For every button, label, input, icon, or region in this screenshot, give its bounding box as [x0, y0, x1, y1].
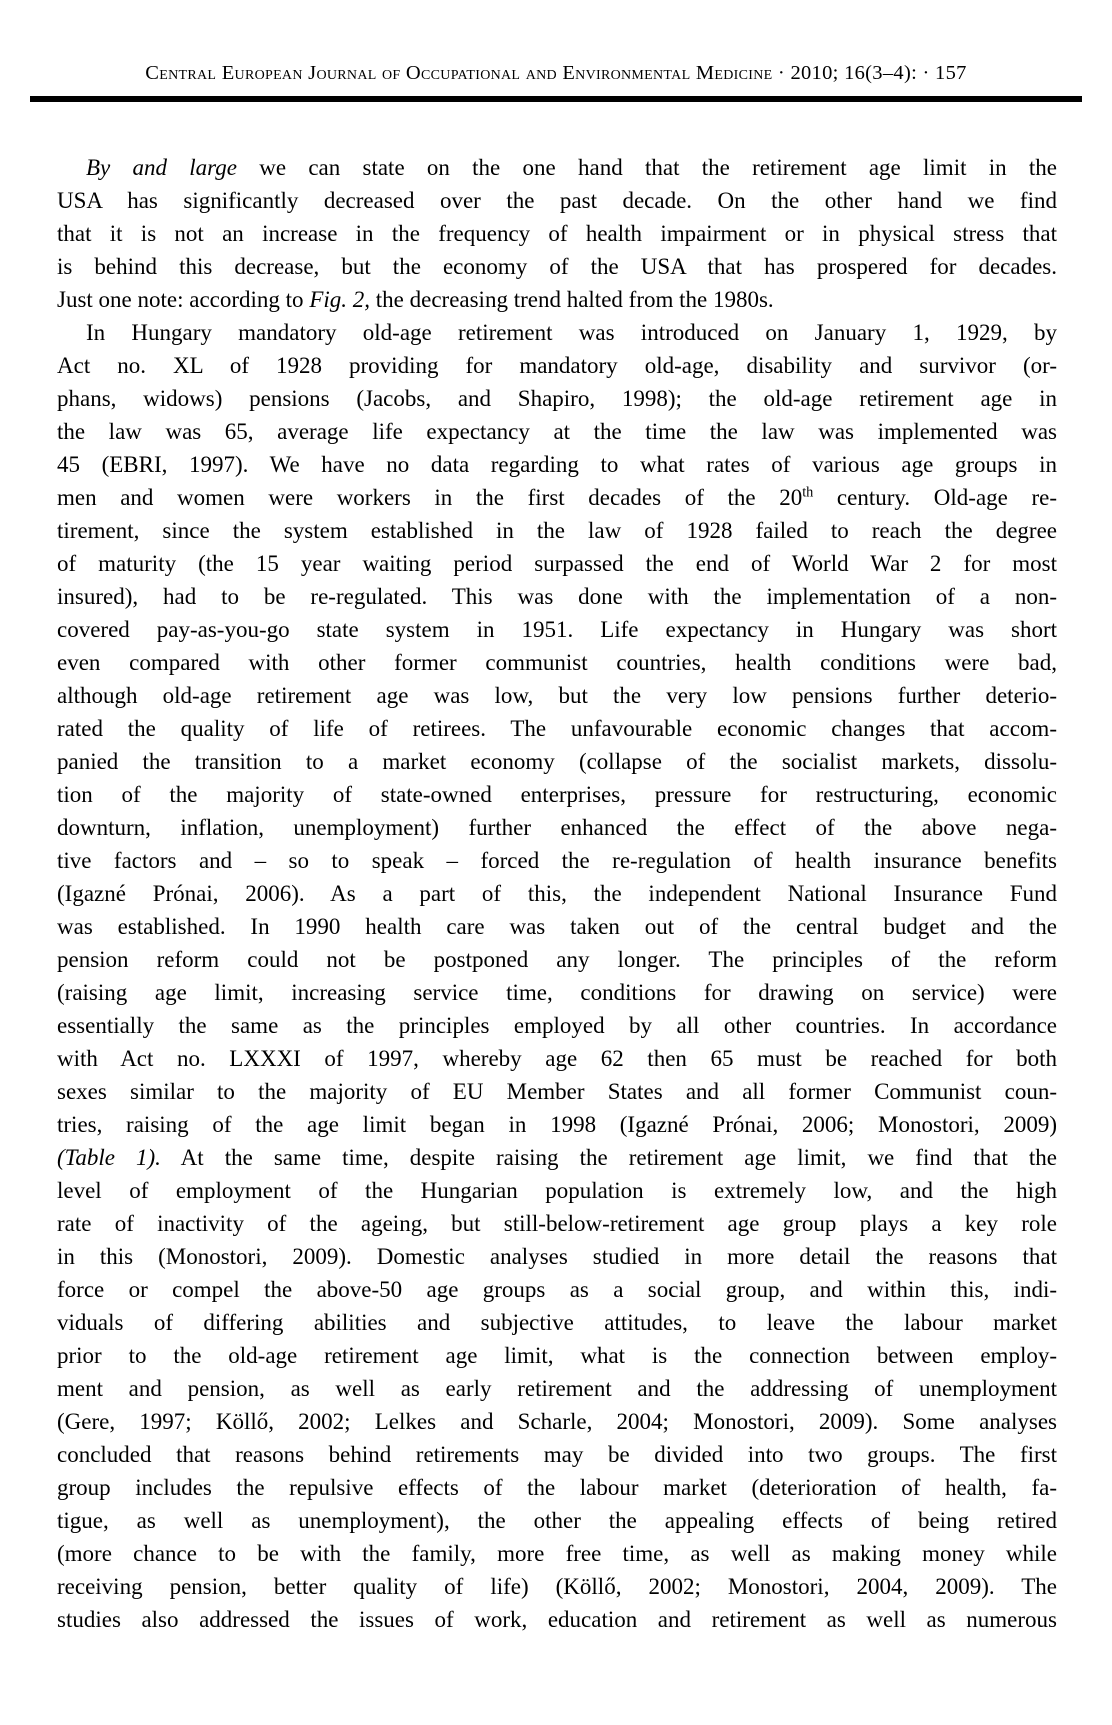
- text-line: [57, 1240, 1057, 1273]
- text-segment: (Gere, 1997; Köllő, 2002; Lelkes and Scharle, 2004; Monostori, 2009). Some analyses: [57, 1409, 1057, 1434]
- text-segment: (raising age limit, increasing service time, conditions for drawing on service) were: [57, 980, 1057, 1005]
- text-line: [57, 184, 1057, 217]
- text-line: [57, 679, 1057, 712]
- text-segment: century. Old-age re-: [813, 485, 1057, 510]
- text-segment: In Hungary mandatory old-age retirement was introduced on January 1, 1929, by: [86, 320, 1057, 345]
- text-segment: sexes similar to the majority of EU Member States and all former Communist coun-: [57, 1079, 1057, 1104]
- text-segment: receiving pension, better quality of life) (Köllő, 2002; Monostori, 2004, 2009). The: [57, 1574, 1057, 1599]
- text-segment: force or compel the above-50 age groups as a social group, and within this, indi-: [57, 1277, 1057, 1302]
- text-segment: ment and pension, as well as early retirement and the addressing of unemployment: [57, 1376, 1057, 1401]
- text-line: [57, 1174, 1057, 1207]
- text-line: [57, 1009, 1057, 1042]
- text-line: [57, 349, 1057, 382]
- text-segment: phans, widows) pensions (Jacobs, and Shapiro, 1998); the old-age retirement age in: [57, 386, 1057, 411]
- text-segment: the law was 65, average life expectancy at the time the law was implemented was: [57, 419, 1057, 444]
- text-segment: By and large: [86, 155, 237, 180]
- text-segment: men and women were workers in the first decades of the 20: [57, 485, 803, 510]
- text-line: [57, 1603, 1057, 1636]
- text-line: [57, 712, 1057, 745]
- text-line: [57, 1438, 1057, 1471]
- text-segment: downturn, inflation, unemployment) further enhanced the effect of the above nega-: [57, 815, 1057, 840]
- text-line: [57, 217, 1057, 250]
- text-line: [57, 910, 1057, 943]
- text-segment: level of employment of the Hungarian population is extremely low, and the high: [57, 1178, 1057, 1203]
- text-segment: that it is not an increase in the frequency of health impairment or in physical stress that: [57, 221, 1057, 246]
- text-line: [57, 877, 1057, 910]
- text-segment: of maturity (the 15 year waiting period surpassed the end of World War 2 for most: [57, 551, 1057, 576]
- text-segment: Act no. XL of 1928 providing for mandatory old-age, disability and survivor (or-: [57, 353, 1057, 378]
- text-segment: Fig. 2,: [309, 287, 371, 312]
- text-segment: At the same time, despite raising the retirement age limit, we find that the: [160, 1145, 1057, 1170]
- text-line: [57, 1141, 1057, 1174]
- text-line: [57, 1339, 1057, 1372]
- text-segment: pension reform could not be postponed any longer. The principles of the reform: [57, 947, 1057, 972]
- paragraph: [57, 316, 1057, 1636]
- text-segment: (Igazné Prónai, 2006). As a part of this, the independent National Insurance Fund: [57, 881, 1057, 906]
- text-line: [57, 778, 1057, 811]
- text-segment: tive factors and – so to speak – forced the re-regulation of health insurance benefits: [57, 848, 1057, 873]
- page-header: [30, 62, 1082, 85]
- text-segment: covered pay-as-you-go state system in 1951. Life expectancy in Hungary was short: [57, 617, 1057, 642]
- text-line: [57, 1042, 1057, 1075]
- text-segment: studies also addressed the issues of work, education and retirement as well as numerous: [57, 1607, 1057, 1632]
- text-line: [57, 382, 1057, 415]
- text-line: [57, 1372, 1057, 1405]
- text-segment: tion of the majority of state-owned enterprises, pressure for restructuring, economic: [57, 782, 1057, 807]
- text-line: [57, 481, 1057, 514]
- text-line: [57, 646, 1057, 679]
- text-line: [57, 415, 1057, 448]
- text-segment: 45 (EBRI, 1997). We have no data regarding to what rates of various age groups in: [57, 452, 1057, 477]
- text-segment: was established. In 1990 health care was taken out of the central budget and the: [57, 914, 1057, 939]
- text-segment: (Table 1).: [57, 1145, 161, 1170]
- text-segment: concluded that reasons behind retirements may be divided into two groups. The first: [57, 1442, 1057, 1467]
- article-body: [57, 151, 1057, 1636]
- text-line: [57, 1570, 1057, 1603]
- text-segment: even compared with other former communist countries, health conditions were bad,: [57, 650, 1057, 675]
- text-line: [57, 1306, 1057, 1339]
- text-line: [57, 448, 1057, 481]
- text-line: [57, 1504, 1057, 1537]
- text-segment: rated the quality of life of retirees. The unfavourable economic changes that accom-: [57, 716, 1057, 741]
- text-segment: th: [802, 484, 814, 501]
- text-line: [57, 976, 1057, 1009]
- text-segment: the decreasing trend halted from the 1980s.: [370, 287, 774, 312]
- text-line: [57, 613, 1057, 646]
- text-segment: is behind this decrease, but the economy of the USA that has prospered for decades.: [57, 254, 1057, 279]
- text-segment: essentially the same as the principles employed by all other countries. In accordance: [57, 1013, 1057, 1038]
- text-line: [57, 745, 1057, 778]
- text-segment: group includes the repulsive effects of the labour market (deterioration of health, fa-: [57, 1475, 1057, 1500]
- text-line: [57, 250, 1057, 283]
- text-segment: tries, raising of the age limit began in 1998 (Igazné Prónai, 2006; Monostori, 2009): [57, 1112, 1057, 1137]
- text-segment: rate of inactivity of the ageing, but still-below-retirement age group plays a key role: [57, 1211, 1057, 1236]
- text-line: [57, 580, 1057, 613]
- issue-page-info: · 2010; 16(3–4): · 157: [772, 62, 967, 84]
- text-segment: insured), had to be re-regulated. This was done with the implementation of a non-: [57, 584, 1057, 609]
- text-segment: with Act no. LXXXI of 1997, whereby age 62 then 65 must be reached for both: [57, 1046, 1057, 1071]
- text-line: [57, 1273, 1057, 1306]
- text-segment: we can state on the one hand that the retirement age limit in the: [236, 155, 1057, 180]
- text-line: [57, 1108, 1057, 1141]
- text-line: [57, 1075, 1057, 1108]
- text-line: [57, 1207, 1057, 1240]
- text-segment: tigue, as well as unemployment), the other the appealing effects of being retired: [57, 1508, 1057, 1533]
- text-segment: in this (Monostori, 2009). Domestic analyses studied in more detail the reasons that: [57, 1244, 1057, 1269]
- text-segment: tirement, since the system established in the law of 1928 failed to reach the degree: [57, 518, 1057, 543]
- text-segment: viduals of differing abilities and subjective attitudes, to leave the labour market: [57, 1310, 1057, 1335]
- text-segment: prior to the old-age retirement age limit, what is the connection between employ-: [57, 1343, 1057, 1368]
- text-line: [57, 316, 1057, 349]
- text-line: [57, 1405, 1057, 1438]
- text-segment: although old-age retirement age was low, but the very low pensions further deterio-: [57, 683, 1057, 708]
- text-line: [57, 547, 1057, 580]
- text-segment: (more chance to be with the family, more free time, as well as making money while: [57, 1541, 1057, 1566]
- text-line: [57, 283, 1057, 316]
- paragraph: [57, 151, 1057, 316]
- text-line: [57, 844, 1057, 877]
- journal-title: Central European Journal of Occupational and Environmental Medicine: [145, 62, 773, 84]
- text-line: [57, 1471, 1057, 1504]
- text-line: [57, 1537, 1057, 1570]
- text-line: [57, 151, 1057, 184]
- text-segment: panied the transition to a market economy (collapse of the socialist markets, dissolu-: [57, 749, 1057, 774]
- header-rule: [30, 96, 1082, 102]
- text-line: [57, 811, 1057, 844]
- text-line: [57, 514, 1057, 547]
- text-segment: USA has significantly decreased over the past decade. On the other hand we find: [57, 188, 1057, 213]
- text-segment: Just one note: according to: [57, 287, 310, 312]
- text-line: [57, 943, 1057, 976]
